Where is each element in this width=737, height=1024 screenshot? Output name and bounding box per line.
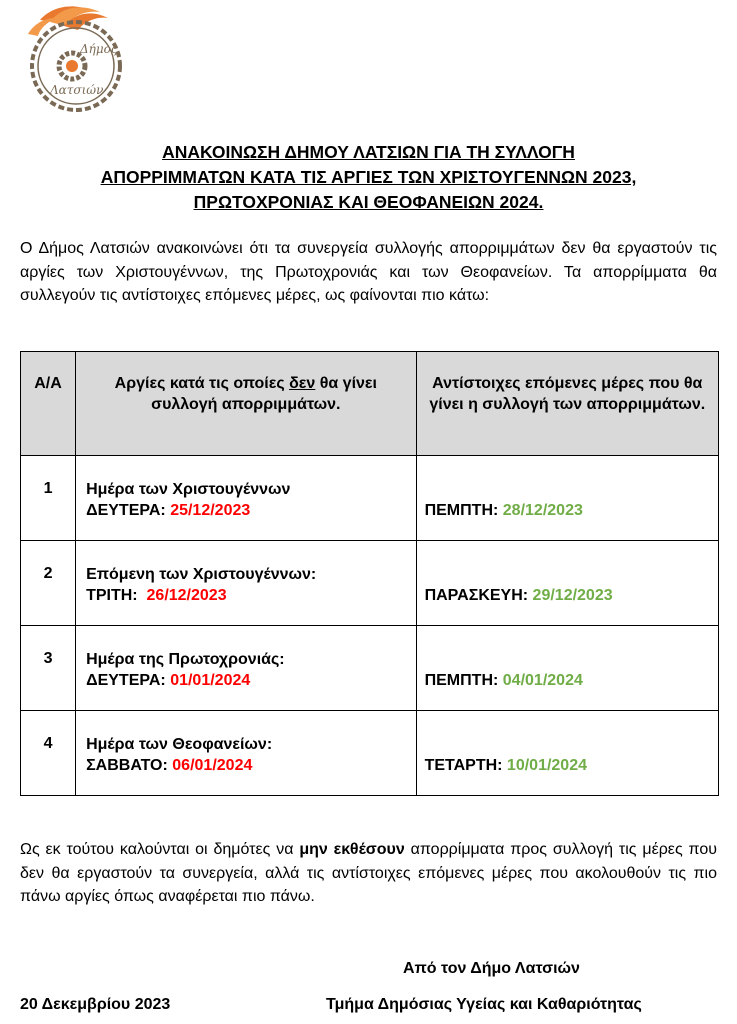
outro-text-before: Ως εκ τούτου καλούνται οι δημότες να xyxy=(20,841,300,858)
holiday-day: ΤΡΙΤΗ: xyxy=(86,587,147,604)
title-line-1: ΑΝΑΚΟΙΝΩΣΗ ΔΗΜΟΥ ΛΑΤΣΙΩΝ ΓΙΑ ΤΗ ΣΥΛΛΟΓΗ xyxy=(162,142,575,162)
next-day-cell xyxy=(416,541,718,626)
next-day-cell xyxy=(416,456,718,541)
table-header-row xyxy=(21,352,719,456)
announcement-date: 20 Δεκεμβρίου 2023 xyxy=(20,996,171,1013)
holiday-date: 01/01/2024 xyxy=(170,672,251,689)
row-num: 2 xyxy=(21,541,76,626)
header-next-days: Αντίστοιχες επόμενες μέρες που θα γίνει η συλλογή των απορριμμάτων. xyxy=(416,352,718,456)
table-row xyxy=(21,626,719,711)
holiday-date: 26/12/2023 xyxy=(146,587,227,604)
row-num: 4 xyxy=(21,711,76,796)
holiday-cell xyxy=(76,456,416,541)
title-line-2: ΑΠΟΡΡΙΜΜΑΤΩΝ ΚΑΤΑ ΤΙΣ ΑΡΓΙΕΣ ΤΩΝ ΧΡΙΣΤΟΥΓΕΝΝΩΝ 2023, xyxy=(100,167,637,187)
next-day: ΠΕΜΠΤΗ: xyxy=(424,502,503,519)
holiday-cell xyxy=(76,541,416,626)
intro-paragraph xyxy=(20,237,717,308)
holiday-name: Ημέρα των Χριστουγέννων xyxy=(86,481,291,498)
next-date: 28/12/2023 xyxy=(502,502,583,519)
holiday-name: Ημέρα των Θεοφανείων: xyxy=(86,736,273,753)
row-num: 3 xyxy=(21,626,76,711)
next-date: 04/01/2024 xyxy=(502,672,583,689)
intro-text: Ο Δήμος Λατσιών ανακοινώνει ότι τα συνεργεία συλλογής απορριμμάτων δεν θα εργαστούν τις αργίες των Χριστουγέννων, της Πρωτοχρονιάς και των Θεοφανείων. Τα απορρίμματα θα συλλεγούν τις αντίστοιχες επόμενες μέρες, ως φαίνονται πιο κάτω: xyxy=(20,240,717,304)
next-day-cell xyxy=(416,626,718,711)
holiday-date: 06/01/2024 xyxy=(172,757,253,774)
next-date: 29/12/2023 xyxy=(532,587,613,604)
holiday-day: ΔΕΥΤΕΡΑ: xyxy=(86,672,171,689)
next-day: ΤΕΤΑΡΤΗ: xyxy=(424,757,507,774)
table-row xyxy=(21,456,719,541)
outro-text-after: απορρίμματα προς συλλογή τις μέρες που δεν θα εργαστούν τα συνεργεία, αλλά τις αντίστοιχες επόμενες μέρες που ακολουθούν τις πιο πάνω αργίες όπως αναφέρεται πιο πάνω. xyxy=(20,841,717,905)
outro-bold-text: μην εκθέσουν xyxy=(299,841,405,858)
table-row xyxy=(21,541,719,626)
closing-paragraph xyxy=(20,838,717,909)
next-day-cell xyxy=(416,711,718,796)
next-date: 10/01/2024 xyxy=(506,757,587,774)
holiday-date: 25/12/2023 xyxy=(170,502,251,519)
collection-schedule-table xyxy=(20,351,719,796)
signature-from: Από τον Δήμο Λατσιών xyxy=(403,960,580,977)
signature-department: Τμήμα Δημόσιας Υγείας και Καθαριότητας xyxy=(326,996,642,1013)
holiday-day: ΣΑΒΒΑΤΟ: xyxy=(86,757,173,774)
next-day: ΠΕΜΠΤΗ: xyxy=(424,672,503,689)
logo-text-bottom: Λατσιών xyxy=(50,83,104,97)
municipality-logo xyxy=(20,0,128,118)
holiday-cell xyxy=(76,711,416,796)
row-num: 1 xyxy=(21,456,76,541)
logo-text-top: Δήμος xyxy=(80,42,118,56)
table-row xyxy=(21,711,719,796)
next-day: ΠΑΡΑΣΚΕΥΗ: xyxy=(424,587,533,604)
holiday-name: Επόμενη των Χριστουγέννων: xyxy=(86,566,317,583)
header-holiday: Αργίες κατά τις οποίες δεν θα γίνει συλλογή απορριμμάτων. xyxy=(76,352,416,456)
holiday-day: ΔΕΥΤΕΡΑ: xyxy=(86,502,171,519)
announcement-title xyxy=(20,140,717,215)
header-num: Α/Α xyxy=(21,352,76,456)
holiday-cell xyxy=(76,626,416,711)
title-line-3: ΠΡΩΤΟΧΡΟΝΙΑΣ ΚΑΙ ΘΕΟΦΑΝΕΙΩΝ 2024. xyxy=(193,192,544,212)
holiday-name: Ημέρα της Πρωτοχρονιάς: xyxy=(86,651,285,668)
